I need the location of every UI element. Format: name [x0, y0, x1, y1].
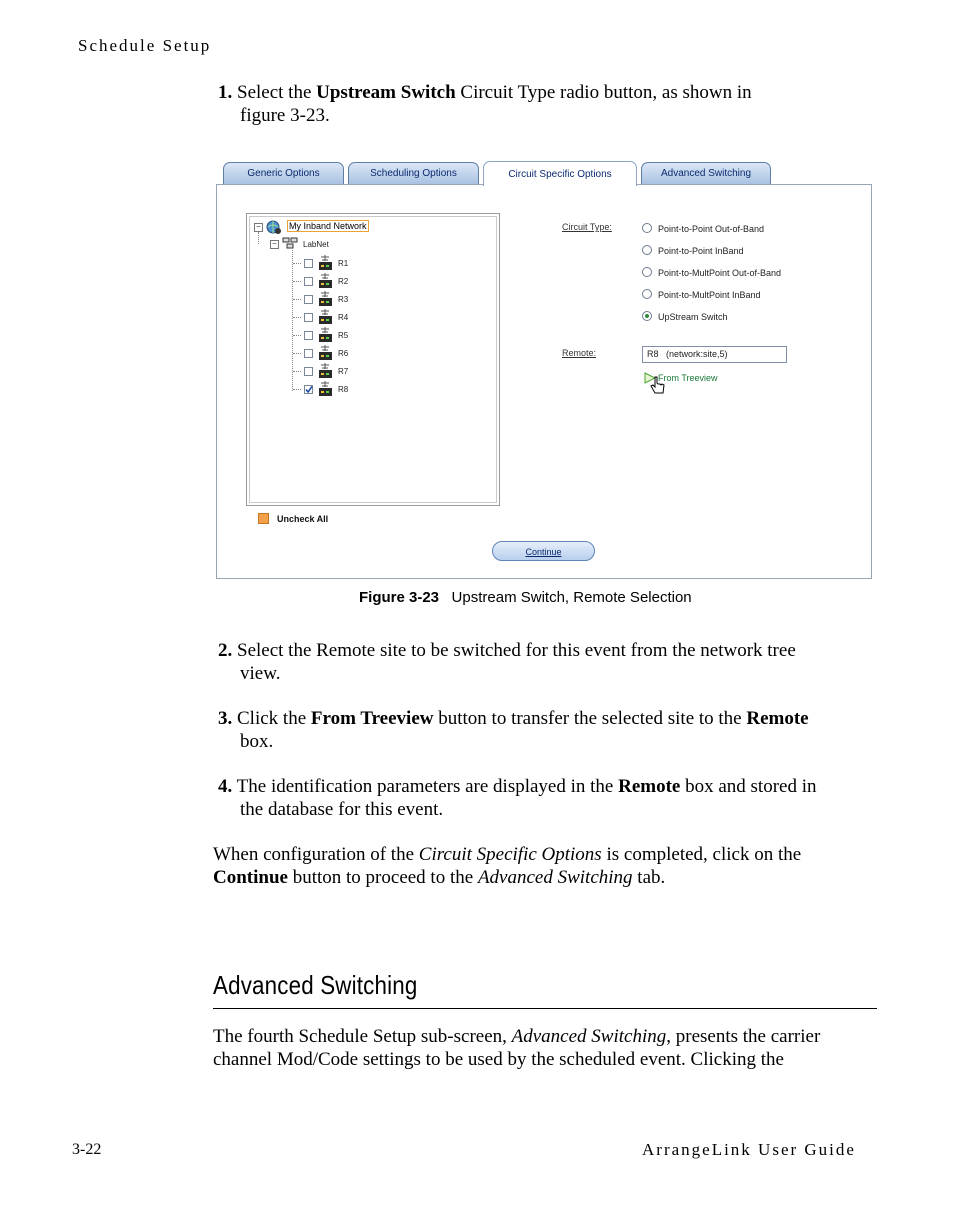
remote-router-icon — [318, 381, 333, 397]
footer-guide-title: ArrangeLink User Guide — [642, 1140, 856, 1159]
uncheck-all-icon[interactable] — [258, 513, 269, 524]
step-number: 1. — [218, 82, 233, 103]
step-text: The identification parameters are displayed in the — [236, 776, 619, 797]
remote-router-icon — [318, 345, 333, 361]
remote-checkbox[interactable] — [304, 367, 313, 376]
caption-text: Upstream Switch, Remote Selection — [451, 589, 692, 606]
remote-router-icon — [318, 273, 333, 289]
step-3 — [218, 707, 878, 753]
tab-generic-options[interactable]: Generic Options — [223, 162, 344, 184]
radio-label: Point-to-MultPoint InBand — [658, 290, 761, 300]
uncheck-all-button[interactable]: Uncheck All — [277, 514, 329, 524]
check-icon — [304, 385, 313, 394]
remote-router-icon — [318, 309, 333, 325]
tree-connector — [258, 232, 259, 244]
para-text: , presents the carrier — [666, 1026, 821, 1047]
step-text: Click the — [237, 708, 311, 729]
remote-label: R6 — [338, 349, 349, 358]
step-number: 2. — [218, 640, 233, 661]
step-bold: Upstream Switch — [316, 82, 456, 103]
remote-checkbox[interactable] — [304, 313, 313, 322]
step-text-line2: view. — [240, 663, 281, 684]
figure-caption — [359, 589, 692, 606]
remote-label: R2 — [338, 277, 349, 286]
collapse-icon[interactable]: − — [254, 223, 263, 232]
step-1 — [218, 81, 878, 127]
radio-upstream-switch[interactable] — [642, 311, 652, 321]
remote-label: R4 — [338, 313, 349, 322]
continue-button[interactable]: Continue — [492, 541, 595, 561]
para-text: is completed, click on the — [601, 844, 802, 865]
remote-checkbox[interactable] — [304, 295, 313, 304]
caption-number: Figure 3-23 — [359, 589, 440, 606]
collapse-icon[interactable]: − — [270, 240, 279, 249]
radio-label: Point-to-MultPoint Out-of-Band — [658, 268, 782, 278]
para-italic: Advanced Switching — [511, 1026, 667, 1047]
page-number: 3-22 — [72, 1141, 102, 1158]
tab-scheduling-options[interactable]: Scheduling Options — [348, 162, 479, 184]
remote-checkbox[interactable] — [304, 259, 313, 268]
step-bold: Remote — [618, 776, 681, 797]
remote-label: R5 — [338, 331, 349, 340]
section-heading: Advanced Switching — [213, 970, 418, 1000]
tree-root-label[interactable]: My Inband Network — [289, 221, 367, 231]
step-number: 3. — [218, 708, 233, 729]
remote-label: Remote: — [562, 348, 597, 358]
section-paragraph — [213, 1025, 877, 1071]
lan-icon — [282, 237, 298, 249]
remote-checkbox[interactable] — [304, 349, 313, 358]
remote-router-icon — [318, 255, 333, 271]
remote-checkbox[interactable] — [304, 277, 313, 286]
remote-label: R7 — [338, 367, 349, 376]
para-text: When configuration of the — [213, 844, 419, 865]
remote-checkbox[interactable] — [304, 331, 313, 340]
remote-input[interactable] — [642, 346, 787, 363]
para-text: tab. — [632, 867, 666, 888]
circuit-type-label: Circuit Type: — [562, 222, 612, 232]
step-bold: Remote — [746, 708, 809, 729]
para-bold: Continue — [213, 867, 288, 888]
remote-router-icon — [318, 363, 333, 379]
remote-label: R3 — [338, 295, 349, 304]
tree-connector — [292, 250, 293, 391]
network-globe-icon — [265, 219, 283, 235]
step-number: 4. — [218, 776, 233, 797]
step-text-line2: the database for this event. — [240, 799, 444, 820]
para-text: button to proceed to the — [287, 867, 478, 888]
step-text: Select the — [237, 82, 317, 103]
tab-advanced-switching[interactable]: Advanced Switching — [641, 162, 771, 184]
remote-label: R1 — [338, 259, 349, 268]
step-text: Circuit Type radio button, as shown in — [455, 82, 752, 103]
from-treeview-button[interactable]: From Treeview — [658, 373, 718, 383]
step-bold: From Treeview — [310, 708, 434, 729]
tree-group-label[interactable]: LabNet — [303, 240, 329, 249]
remote-router-icon — [318, 327, 333, 343]
remote-input-value: R8 (network:site,5) — [647, 349, 728, 359]
radio-p2mp-oob[interactable] — [642, 267, 652, 277]
para-italic: Advanced Switching — [477, 867, 633, 888]
step-4 — [218, 775, 878, 821]
radio-p2mp-inband[interactable] — [642, 289, 652, 299]
para-italic: Circuit Specific Options — [418, 844, 602, 865]
tab-circuit-specific-options[interactable]: Circuit Specific Options — [483, 161, 637, 186]
remote-router-icon — [318, 291, 333, 307]
radio-p2p-inband[interactable] — [642, 245, 652, 255]
para-text: channel Mod/Code settings to be used by the scheduled event. Clicking the — [213, 1049, 784, 1070]
step-text: Select the Remote site to be switched for this event from the network tree — [237, 640, 796, 661]
radio-label: Point-to-Point Out-of-Band — [658, 224, 765, 234]
remote-label: R8 — [338, 385, 349, 394]
heading-rule — [213, 1008, 877, 1009]
radio-label: Point-to-Point InBand — [658, 246, 744, 256]
running-header: Schedule Setup — [78, 36, 212, 55]
step-text: button to transfer the selected site to the — [433, 708, 747, 729]
para-text: The fourth Schedule Setup sub-screen, — [213, 1026, 512, 1047]
step-text-line2: figure 3-23. — [240, 105, 330, 126]
network-tree[interactable] — [246, 213, 500, 506]
radio-p2p-oob[interactable] — [642, 223, 652, 233]
hand-cursor-icon — [650, 376, 666, 396]
remote-checkbox-checked[interactable] — [304, 385, 313, 394]
step-2 — [218, 639, 878, 685]
radio-label: UpStream Switch — [658, 312, 728, 322]
closing-paragraph — [213, 843, 877, 889]
step-text-line2: box. — [240, 731, 274, 752]
step-text: box and stored in — [680, 776, 817, 797]
